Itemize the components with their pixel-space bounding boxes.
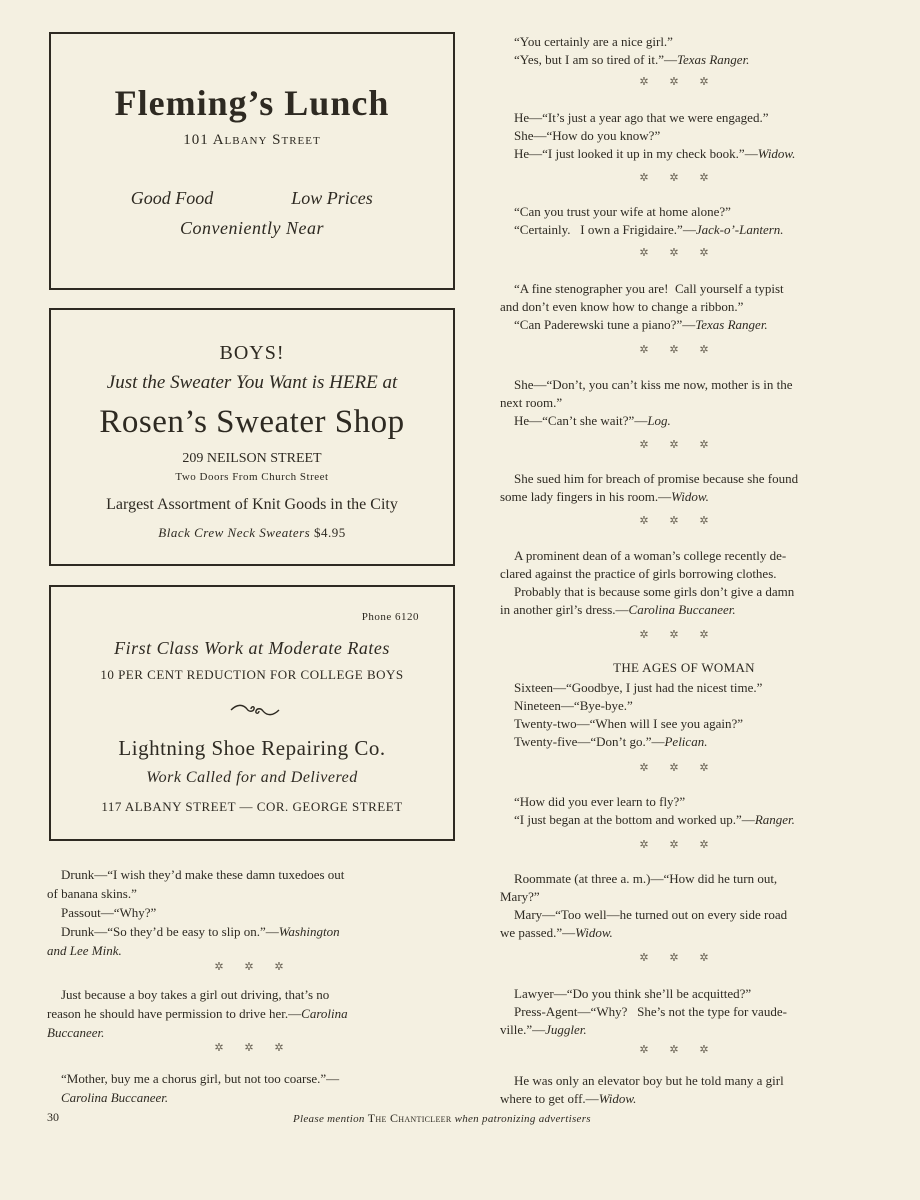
price-text: $4.95 — [313, 525, 346, 540]
joke-source: Widow. — [671, 489, 709, 504]
joke-line: He was only an elevator boy but he told many a girl — [514, 1073, 784, 1088]
crew-neck-text: Black Crew Neck Sweaters — [158, 525, 311, 540]
joke-line: “Can Paderewski tune a piano?”—Texas Ranger. — [514, 317, 768, 332]
ad-slogan-line — [51, 188, 453, 209]
separator-ornament-icon: ✲ ✲ ✲ — [639, 629, 709, 641]
joke-line: ville.”—Juggler. — [500, 1022, 587, 1037]
joke-line: He—“It’s just a year ago that we were engaged.” — [514, 110, 769, 125]
joke-line: She—“Don’t, you can’t kiss me now, mother is in the — [514, 377, 793, 392]
joke-line: next room.” — [500, 395, 563, 410]
separator-ornament-icon: ✲ ✲ ✲ — [639, 172, 709, 184]
joke-line: “You certainly are a nice girl.” — [514, 34, 673, 49]
joke-line: reason he should have permission to drive her.—Carolina — [47, 1006, 348, 1021]
joke-source: Ranger. — [754, 812, 795, 827]
lightning-shoe-repair-ad — [49, 585, 455, 841]
joke-line: “Can you trust your wife at home alone?” — [514, 204, 731, 219]
joke-line: where to get off.—Widow. — [500, 1091, 637, 1106]
page-number: 30 — [47, 1110, 59, 1124]
joke-line: in another girl’s dress.—Carolina Buccaneer. — [500, 602, 736, 617]
joke-line: Nineteen—“Bye-bye.” — [514, 698, 633, 713]
joke-source: Carolina Buccaneer. — [61, 1090, 169, 1105]
ad-crew-neck-offer — [51, 525, 453, 541]
joke-line: and don’t even know how to change a ribbon.” — [500, 299, 744, 314]
joke-line: “Mother, buy me a chorus girl, but not too coarse.”— — [61, 1071, 340, 1086]
ad-first-class: First Class Work at Moderate Rates — [114, 638, 390, 658]
separator-ornament-icon: ✲ ✲ ✲ — [639, 76, 709, 88]
joke-line: Twenty-five—“Don’t go.”—Pelican. — [514, 734, 708, 749]
joke-source: Carolina — [301, 1006, 348, 1021]
section-heading: THE AGES OF WOMAN — [613, 660, 755, 675]
joke-line: Probably that is because some girls don’t give a damn — [514, 584, 795, 599]
joke-line: Drunk—“I wish they’d make these damn tuxedoes out — [61, 867, 345, 882]
joke-line: He—“Can’t she wait?”—Log. — [514, 413, 671, 428]
joke-line: Lawyer—“Do you think she’ll be acquitted?” — [514, 986, 752, 1001]
joke-source: Juggler. — [545, 1022, 587, 1037]
joke-line: clared against the practice of girls borrowing clothes. — [500, 566, 777, 581]
joke-line: Press-Agent—“Why? She’s not the type for vaude- — [514, 1004, 787, 1019]
separator-ornament-icon: ✲ ✲ ✲ — [214, 1042, 284, 1054]
joke-source: Texas Ranger. — [676, 52, 750, 67]
ad-address: 117 ALBANY STREET — COR. GEORGE STREET — [101, 799, 403, 814]
joke-line: Passout—“Why?” — [61, 905, 157, 920]
flemings-lunch-ad — [49, 32, 455, 290]
ad-address: 101 Albany Street — [183, 132, 321, 148]
joke-source: Widow. — [575, 925, 613, 940]
ad-sub-address: Two Doors From Church Street — [175, 471, 329, 483]
joke-line: Mary?” — [500, 889, 540, 904]
joke-line: A prominent dean of a woman’s college recently de- — [514, 548, 787, 563]
joke-line: of banana skins.” — [47, 886, 137, 901]
joke-line: “Certainly. I own a Frigidaire.”—Jack-o’-Lantern. — [514, 222, 784, 237]
joke-source: Buccaneer. — [47, 1025, 105, 1040]
joke-line: “How did you ever learn to fly?” — [514, 794, 686, 809]
joke-line: Twenty-two—“When will I see you again?” — [514, 716, 744, 731]
joke-source: Log. — [647, 413, 671, 428]
ad-phone: Phone 6120 — [361, 611, 419, 623]
separator-ornament-icon: ✲ ✲ ✲ — [639, 839, 709, 851]
joke-source: Jack-o’-Lantern. — [695, 222, 784, 237]
joke-line: “A fine stenographer you are! Call yourself a typist — [514, 281, 784, 296]
low-prices-text: Low Prices — [291, 188, 373, 208]
page-footer: Please mention The Chanticleer when patronizing advertisers — [293, 1111, 591, 1125]
joke-line: Drunk—“So they’d be easy to slip on.”—Washington — [61, 924, 340, 939]
rosens-sweater-shop-ad — [49, 308, 455, 566]
separator-ornament-icon: ✲ ✲ ✲ — [639, 344, 709, 356]
joke-source: Widow. — [598, 1091, 637, 1106]
joke-line: Mary—“Too well—he turned out on every side road — [514, 907, 788, 922]
ad-tagline: Just the Sweater You Want is HERE at — [106, 372, 398, 393]
ad-headline: BOYS! — [219, 342, 285, 364]
magazine-name: The Chanticleer — [367, 1111, 452, 1125]
ad-reduction: 10 PER CENT REDUCTION FOR COLLEGE BOYS — [100, 667, 404, 682]
joke-line: Sixteen—“Goodbye, I just had the nicest time.” — [514, 680, 763, 695]
joke-line: Roommate (at three a. m.)—“How did he turn out, — [514, 871, 778, 886]
joke-line: Just because a boy takes a girl out driving, that’s no — [61, 987, 330, 1002]
ad-address: 209 NEILSON STREET — [182, 451, 322, 466]
joke-line: He—“I just looked it up in my check book.”—Widow. — [514, 146, 796, 161]
good-food-text: Good Food — [130, 188, 214, 208]
separator-ornament-icon: ✲ ✲ ✲ — [639, 247, 709, 259]
separator-ornament-icon: ✲ ✲ ✲ — [639, 762, 709, 774]
separator-ornament-icon: ✲ ✲ ✲ — [639, 515, 709, 527]
joke-line: “I just began at the bottom and worked up.”—Ranger. — [514, 812, 795, 827]
joke-line: She sued him for breach of promise because she found — [514, 471, 799, 486]
ad-title: Lightning Shoe Repairing Co. — [118, 736, 386, 760]
joke-line: some lady fingers in his room.—Widow. — [500, 489, 709, 504]
ad-title: Fleming’s Lunch — [114, 83, 390, 123]
joke-source: Widow. — [757, 146, 796, 161]
joke-line: She—“How do you know?” — [514, 128, 661, 143]
separator-ornament-icon: ✲ ✲ ✲ — [639, 952, 709, 964]
joke-source: Washington — [278, 924, 340, 939]
separator-ornament-icon: ✲ ✲ ✲ — [214, 961, 284, 973]
joke-source: Carolina Buccaneer. — [628, 602, 736, 617]
separator-ornament-icon: ✲ ✲ ✲ — [639, 439, 709, 451]
joke-line: “Yes, but I am so tired of it.”—Texas Ranger. — [514, 52, 750, 67]
joke-source: Texas Ranger. — [695, 317, 768, 332]
scroll-ornament-icon — [229, 703, 281, 722]
ad-assortment: Largest Assortment of Knit Goods in the City — [106, 496, 398, 513]
joke-source: Pelican. — [664, 734, 708, 749]
joke-line: we passed.”—Widow. — [500, 925, 613, 940]
ad-work-called: Work Called for and Delivered — [146, 769, 358, 786]
conveniently-near-text: Conveniently Near — [180, 218, 324, 238]
ad-title: Rosen’s Sweater Shop — [99, 404, 405, 440]
joke-source: and Lee Mink. — [47, 943, 122, 958]
separator-ornament-icon: ✲ ✲ ✲ — [639, 1044, 709, 1056]
